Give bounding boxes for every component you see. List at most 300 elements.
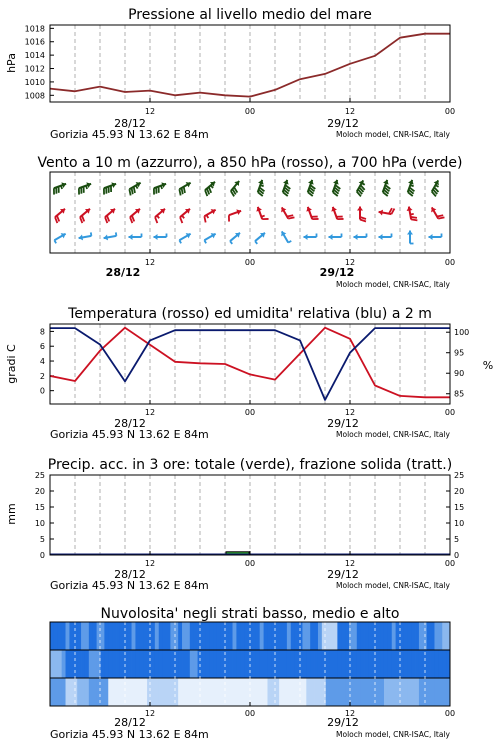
wind-barb: [54, 182, 66, 194]
cloud-cell: [217, 678, 221, 706]
cloud-cell: [291, 622, 295, 650]
cloud-cell: [345, 678, 349, 706]
cloud-cell: [361, 622, 365, 650]
cloud-cell: [201, 622, 205, 650]
cloud-cell: [353, 678, 357, 706]
cloud-cell: [108, 622, 112, 650]
y-tick-label: 1008: [25, 91, 45, 100]
cloud-cell: [229, 622, 233, 650]
wind-barb-head: [407, 231, 413, 235]
cloud-cell: [66, 622, 70, 650]
cloud-cell: [139, 650, 143, 678]
cloud-cell: [116, 622, 120, 650]
cloud-cell: [132, 650, 136, 678]
wind-barb: [129, 182, 140, 195]
humidity-ylabel: %: [483, 359, 493, 372]
wind-barb: [379, 234, 392, 241]
cloud-cell: [318, 678, 322, 706]
wind-barb: [54, 233, 65, 243]
precip-credit: Moloch model, CNR-ISAC, Italy: [336, 581, 451, 590]
wind-barb-half-feather: [182, 216, 184, 219]
wind-barb-feather: [411, 219, 417, 220]
cloud-cell: [330, 622, 334, 650]
cloud-cell: [318, 622, 322, 650]
precip-location: Gorizia 45.93 N 13.62 E 84m: [50, 579, 209, 592]
cloud-cell: [54, 622, 58, 650]
cloud-cell: [434, 622, 438, 650]
wind-barb-head: [379, 234, 383, 240]
cloud-cell: [442, 678, 446, 706]
cloud-cell: [139, 622, 143, 650]
wind-barb-feather: [184, 187, 185, 193]
y-tick-label: 6: [40, 342, 45, 351]
wind-barb: [283, 180, 291, 196]
cloud-cell: [380, 650, 384, 678]
wind-barb-feather: [437, 215, 443, 216]
cloud-cell: [178, 650, 182, 678]
cloud-cell: [151, 650, 155, 678]
wind-barb-feather: [129, 189, 130, 195]
wind-barb-head: [407, 207, 413, 211]
x-tick-label: 12: [145, 408, 155, 417]
x-tick-label: 00: [445, 408, 455, 417]
pressure-panel: [5, 7, 455, 141]
wind-barb-feather: [438, 217, 444, 218]
cloud-cell: [85, 622, 89, 650]
cloud-cell: [295, 650, 299, 678]
cloud-cell: [427, 622, 431, 650]
cloud-cell: [357, 622, 361, 650]
wind-barb-half-feather: [204, 240, 206, 243]
cloud-cell: [194, 622, 198, 650]
x-tick-label: 12: [145, 709, 155, 718]
cloud-cell: [368, 678, 372, 706]
cloud-cell: [170, 622, 174, 650]
y-tick-label: 85: [454, 390, 464, 399]
wind-barb-head: [129, 234, 133, 240]
cloud-cell: [365, 678, 369, 706]
wind-barb-half-feather: [410, 185, 413, 186]
wind-barb-half-feather: [362, 183, 365, 185]
cloud-cell: [108, 678, 112, 706]
cloud-cell: [104, 678, 108, 706]
cloud-cell: [240, 678, 244, 706]
cloud-cell: [147, 650, 151, 678]
cloud-cell: [124, 650, 128, 678]
cloud-cell: [341, 622, 345, 650]
x-tick-label: 00: [445, 559, 455, 568]
wind-barb-half-feather: [230, 241, 232, 244]
cloud-cell: [260, 678, 264, 706]
cloud-cell: [54, 650, 58, 678]
cloud-cell: [318, 650, 322, 678]
wind-barb: [306, 207, 318, 219]
cloud-cell: [256, 650, 260, 678]
cloud-cell: [411, 650, 415, 678]
cloud-cell: [345, 622, 349, 650]
precip-date-2: 29/12: [327, 568, 359, 581]
cloud-cell: [151, 622, 155, 650]
cloud-cell: [233, 622, 237, 650]
y-tick-label: 0: [40, 387, 45, 396]
cloud-cell: [135, 650, 139, 678]
wind-barb-feather: [155, 217, 157, 223]
wind-barb: [105, 209, 115, 223]
y-tick-label: 0: [454, 551, 459, 560]
wind-barb-head: [104, 234, 108, 240]
cloud-cell: [361, 650, 365, 678]
cloud-cell: [143, 678, 147, 706]
wind-barb: [204, 209, 215, 222]
cloud-cell: [93, 650, 97, 678]
cloud-cell: [357, 678, 361, 706]
y-tick-label: 10: [35, 519, 45, 528]
cloud-cell: [143, 650, 147, 678]
cloud-cell: [50, 678, 54, 706]
wind-barb-half-feather: [54, 240, 56, 243]
cloud-cell: [264, 622, 268, 650]
wind-barb: [429, 234, 442, 241]
cloud-cell: [62, 678, 66, 706]
y-tick-label: 1010: [25, 78, 45, 87]
wind-barb: [79, 182, 91, 194]
cloud-cell: [310, 650, 314, 678]
y-tick-label: 1018: [25, 24, 45, 33]
x-tick-label: 00: [245, 709, 255, 718]
cloud-cell: [388, 650, 392, 678]
cloud-cell: [252, 678, 256, 706]
cloud-cell: [337, 678, 341, 706]
wind-barb: [104, 232, 117, 240]
cloud-cell: [431, 622, 435, 650]
cloud-cell: [213, 650, 217, 678]
y-tick-label: 90: [454, 369, 464, 378]
clouds-date-2: 29/12: [327, 716, 359, 729]
cloud-cell: [186, 678, 190, 706]
cloud-cell: [209, 622, 213, 650]
cloud-cell: [388, 622, 392, 650]
wind-title: Vento a 10 m (azzurro), a 850 hPa (rosso), a 700 hPa (verde): [37, 155, 462, 171]
cloud-cell: [295, 678, 299, 706]
wind-barb: [329, 234, 342, 241]
wind-barb-feather: [287, 215, 293, 216]
cloud-cell: [124, 622, 128, 650]
cloud-cell: [415, 650, 419, 678]
wind-barb-half-feather: [288, 241, 291, 243]
wind-barb: [154, 182, 166, 194]
cloud-cell: [167, 650, 171, 678]
cloud-cell: [384, 622, 388, 650]
wind-barb: [258, 180, 265, 196]
cloud-cell: [81, 650, 85, 678]
cloud-cell: [190, 650, 194, 678]
wind-barb-half-feather: [436, 185, 439, 187]
cloud-cell: [365, 650, 369, 678]
wind-barb: [354, 234, 367, 241]
cloud-cell: [341, 650, 345, 678]
cloud-cell: [376, 622, 380, 650]
cloud-cell: [120, 622, 124, 650]
cloud-cell: [116, 650, 120, 678]
cloud-cell: [69, 622, 73, 650]
cloud-cell: [438, 678, 442, 706]
cloud-cell: [170, 678, 174, 706]
cloud-cell: [384, 650, 388, 678]
cloud-cell: [69, 678, 73, 706]
wind-barb-half-feather: [86, 186, 87, 189]
cloud-cell: [240, 622, 244, 650]
cloud-cell: [89, 650, 93, 678]
x-tick-label: 00: [245, 107, 255, 116]
cloud-cell: [108, 650, 112, 678]
wind-panel: [37, 155, 462, 289]
cloud-cell: [334, 622, 338, 650]
cloud-cell: [217, 622, 221, 650]
wind-barb: [357, 207, 366, 222]
cloud-cell: [120, 650, 124, 678]
cloud-cell: [77, 650, 81, 678]
cloud-cell: [279, 650, 283, 678]
cloud-cell: [236, 622, 240, 650]
cloud-cell: [155, 650, 159, 678]
cloud-cell: [353, 650, 357, 678]
wind-barb: [179, 233, 190, 243]
cloud-cell: [159, 650, 163, 678]
wind-barb: [204, 233, 215, 243]
cloud-cell: [407, 650, 411, 678]
y-tick-label: 10: [454, 519, 464, 528]
cloud-cell: [135, 678, 139, 706]
pressure-title: Pressione al livello medio del mare: [128, 7, 372, 23]
temperature-gridlines: [75, 324, 425, 404]
cloud-cell: [334, 678, 338, 706]
pressure-ylabel: hPa: [5, 53, 18, 73]
wind-barb: [379, 208, 395, 215]
wind-barb-feather: [182, 188, 183, 194]
cloud-cell: [205, 650, 209, 678]
cloud-cell: [194, 650, 198, 678]
x-tick-label: 12: [345, 709, 355, 718]
cloud-cell: [178, 678, 182, 706]
wind-barb-head: [354, 234, 358, 240]
cloud-cell: [283, 650, 287, 678]
cloud-cell: [186, 650, 190, 678]
cloud-cell: [442, 650, 446, 678]
cloud-cell: [186, 622, 190, 650]
x-tick-label: 12: [145, 258, 155, 267]
cloud-cell: [244, 622, 248, 650]
cloud-cell: [330, 650, 334, 678]
x-tick-label: 00: [445, 709, 455, 718]
wind-barb: [255, 233, 265, 244]
temperature-line: [50, 328, 425, 398]
cloud-cell: [50, 650, 54, 678]
cloud-cell: [372, 622, 376, 650]
temperature-ylabel: gradi C: [5, 344, 18, 384]
temperature-panel: [5, 306, 493, 441]
cloud-cell: [302, 650, 306, 678]
wind-barb: [431, 207, 444, 218]
cloud-cell: [213, 622, 217, 650]
wind-barb: [129, 234, 142, 241]
x-tick-label: 00: [245, 258, 255, 267]
precip-title: Precip. acc. in 3 ore: totale (verde), frazione solida (tratt.): [48, 457, 452, 473]
cloud-cell: [419, 622, 423, 650]
cloud-cell: [85, 650, 89, 678]
temperature-title: Temperatura (rosso) ed umidita' relativa (blu) a 2 m: [67, 306, 432, 322]
cloud-cell: [361, 678, 365, 706]
cloud-cell: [100, 622, 104, 650]
wind-barb: [281, 207, 294, 218]
cloud-cell: [178, 622, 182, 650]
cloud-cell: [431, 650, 435, 678]
y-tick-label: 100: [454, 328, 469, 337]
cloud-cell: [384, 678, 388, 706]
cloud-cell: [419, 678, 423, 706]
cloud-cell: [244, 650, 248, 678]
wind-barb: [256, 207, 268, 219]
cloud-cell: [132, 622, 136, 650]
cloud-cell: [396, 650, 400, 678]
y-tick-label: 2: [40, 372, 45, 381]
cloud-cell: [368, 622, 372, 650]
wind-date-1: 28/12: [106, 266, 141, 279]
cloud-cell: [151, 678, 155, 706]
cloud-cell: [419, 650, 423, 678]
cloud-cell: [407, 678, 411, 706]
cloud-cell: [431, 678, 435, 706]
cloud-cell: [287, 622, 291, 650]
cloud-cell: [388, 678, 392, 706]
cloud-cell: [427, 650, 431, 678]
cloud-cell: [376, 650, 380, 678]
y-tick-label: 20: [35, 487, 45, 496]
cloud-cell: [287, 650, 291, 678]
cloud-cell: [295, 622, 299, 650]
precip-date-1: 28/12: [114, 568, 146, 581]
cloud-cell: [411, 678, 415, 706]
cloud-cell: [50, 622, 54, 650]
cloud-cell: [182, 650, 186, 678]
y-tick-label: 25: [454, 471, 464, 480]
cloud-cell: [291, 650, 295, 678]
cloud-cell: [128, 622, 132, 650]
cloud-cell: [190, 678, 194, 706]
wind-barb-head: [429, 234, 433, 240]
cloud-cell: [236, 650, 240, 678]
precip-yticks-right: [446, 471, 464, 560]
cloud-cell: [275, 622, 279, 650]
wind-date-2: 29/12: [320, 266, 355, 279]
wind-barb-head: [329, 234, 333, 240]
x-tick-label: 00: [445, 107, 455, 116]
cloud-cell: [244, 678, 248, 706]
wind-barb: [304, 234, 317, 241]
cloud-cell: [112, 678, 116, 706]
x-tick-label: 12: [345, 107, 355, 116]
cloud-cell: [326, 678, 330, 706]
cloud-cell: [341, 678, 345, 706]
y-tick-label: 1014: [25, 51, 45, 60]
wind-barb-head: [357, 207, 363, 211]
y-tick-label: 4: [40, 357, 45, 366]
cloud-cell: [190, 622, 194, 650]
y-tick-label: 5: [40, 535, 45, 544]
wind-barb: [55, 209, 65, 223]
cloud-cell: [411, 622, 415, 650]
cloud-cell: [112, 650, 116, 678]
cloud-cell: [100, 678, 104, 706]
wind-barb: [231, 181, 239, 196]
pressure-series: [50, 34, 450, 97]
cloud-cell: [392, 650, 396, 678]
cloud-cell: [120, 678, 124, 706]
cloud-cell: [143, 622, 147, 650]
cloud-cell: [77, 622, 81, 650]
x-tick-label: 12: [145, 107, 155, 116]
x-tick-label: 12: [345, 559, 355, 568]
y-tick-label: 1012: [25, 65, 45, 74]
wind-barb: [154, 234, 167, 241]
wind-barb-half-feather: [91, 232, 92, 235]
cloud-cell: [116, 678, 120, 706]
cloud-cell: [326, 622, 330, 650]
x-tick-label: 12: [345, 408, 355, 417]
cloud-cell: [306, 622, 310, 650]
cloud-cell: [314, 678, 318, 706]
cloud-cell: [100, 650, 104, 678]
cloud-cell: [69, 650, 73, 678]
cloud-cell: [233, 650, 237, 678]
cloud-cell: [306, 678, 310, 706]
cloud-cell: [132, 678, 136, 706]
cloud-cell: [93, 678, 97, 706]
cloud-cell: [128, 678, 132, 706]
wind-barb: [179, 182, 190, 195]
wind-barb-head: [304, 234, 308, 240]
cloud-cell: [147, 622, 151, 650]
cloud-cell: [372, 678, 376, 706]
x-tick-label: 12: [345, 258, 355, 267]
precip-panel: [5, 457, 464, 592]
cloud-cell: [170, 650, 174, 678]
cloud-cell: [376, 678, 380, 706]
cloud-cell: [380, 622, 384, 650]
wind-barb-head: [379, 210, 383, 216]
wind-barbs: [54, 180, 445, 244]
cloud-cell: [330, 678, 334, 706]
cloud-cell: [279, 622, 283, 650]
wind-barb-half-feather: [179, 240, 181, 243]
cloud-cell: [229, 650, 233, 678]
y-tick-label: 8: [40, 327, 45, 336]
cloud-cell: [104, 650, 108, 678]
cloud-cell: [62, 650, 66, 678]
cloud-cell: [434, 678, 438, 706]
cloud-cell: [240, 650, 244, 678]
cloud-cell: [66, 650, 70, 678]
cloud-cell: [353, 622, 357, 650]
precip-frame: [50, 475, 450, 555]
wind-barb: [155, 209, 165, 223]
temperature-date-2: 29/12: [327, 417, 359, 430]
cloud-cell: [163, 678, 167, 706]
cloud-cell: [58, 622, 62, 650]
wind-barb: [229, 209, 241, 221]
cloud-cell: [205, 678, 209, 706]
cloud-cell: [155, 622, 159, 650]
cloud-cell: [275, 678, 279, 706]
